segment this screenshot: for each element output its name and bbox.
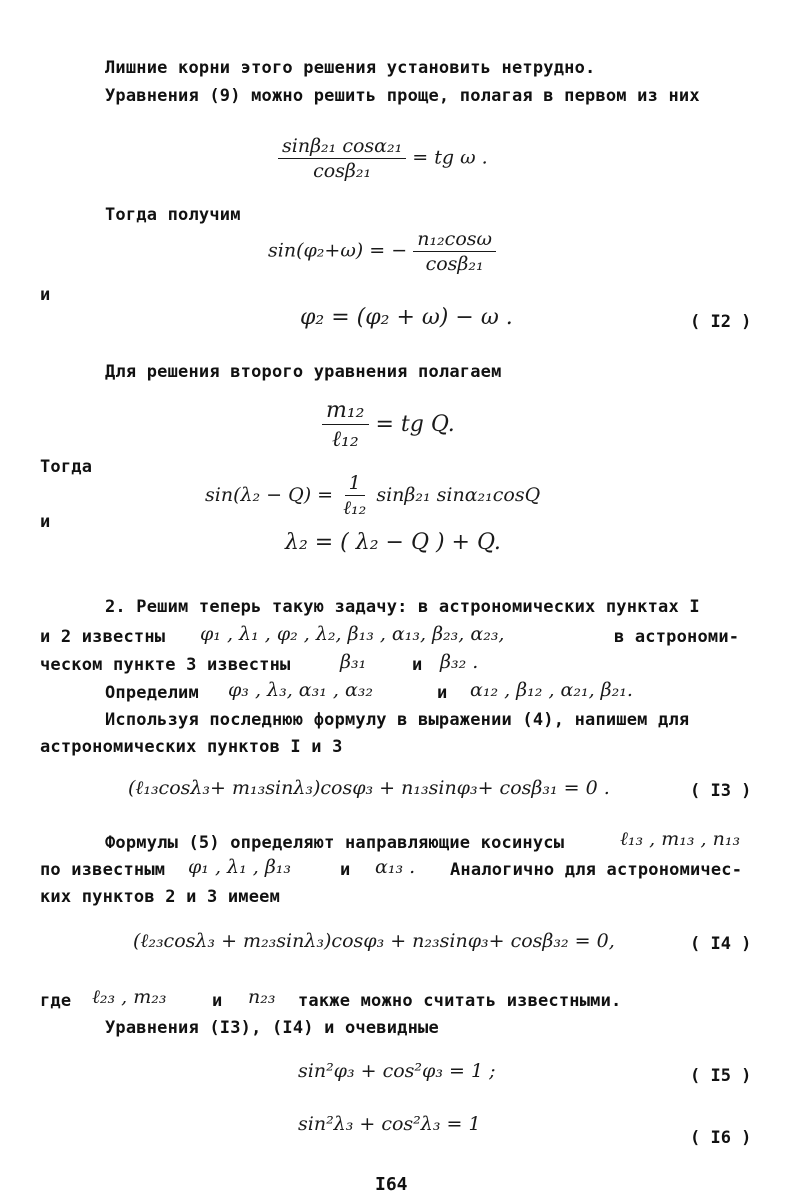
formula-lhs: sin(λ₂ − Q) = [205,484,334,506]
page-number: I64 [375,1174,408,1195]
text-line: Уравнения (I3), (I4) и очевидные [105,1018,439,1038]
text-line: 2. Решим теперь такую задачу: в астрономических пунктах I [105,597,700,617]
formula-tg-omega [278,135,488,182]
formula-alpha13: α₁₃ . [375,856,416,878]
formula-I4: (ℓ₂₃cosλ₃ + m₂₃sinλ₃)cosφ₃ + n₂₃sinφ₃+ cosβ₃₂ = 0, [133,930,615,952]
text-line: астрономических пунктов I и 3 [40,737,343,757]
text-line: и 2 известны [40,627,166,647]
fraction-numerator: 1 [345,472,365,496]
text-line: Аналогично для астрономичес- [450,860,743,880]
equation-number: ( I4 ) [690,934,752,954]
formula-known: φ₁ , λ₁ , β₁₃ [188,856,292,878]
formula-sin-phi-omega [268,228,496,275]
formula-l23-m23: ℓ₂₃ , m₂₃ [92,986,167,1008]
fraction-denominator: ℓ₁₂ [331,427,359,452]
formula-n23: n₂₃ [248,986,276,1008]
formula-I3: (ℓ₁₃cosλ₃+ m₁₃sinλ₃)cosφ₃ + n₁₃sinφ₃+ cosβ₃₁ = 0 . [128,777,610,799]
text-line: и [212,991,223,1011]
text-line: Тогда [40,457,93,477]
formula-phi2: φ₂ = (φ₂ + ω) − ω . [300,305,513,330]
text-line: Формулы (5) определяют направляющие косинусы [105,833,565,853]
text-line: и [437,683,448,703]
fraction-denominator: cosβ₂₁ [313,160,372,182]
formula-tg-Q [322,398,455,452]
text-line: по известным [40,860,166,880]
formula-direction-cosines: ℓ₁₃ , m₁₃ , n₁₃ [620,828,741,850]
text-line: и [412,655,423,675]
text-line: Лишние корни этого решения установить нетрудно. [105,58,596,78]
formula-lambda2: λ₂ = ( λ₂ − Q ) + Q. [285,530,501,555]
text-line: Используя последнюю формулу в выражении (4), напишем для [105,710,690,730]
formula-I6: sin²λ₃ + cos²λ₃ = 1 [298,1113,481,1135]
text-line: и [40,285,51,305]
equation-number: ( I6 ) [690,1128,752,1148]
text-line: где [40,991,72,1011]
formula-rhs: sinβ₂₁ sinα₂₁cosQ [376,484,541,506]
fraction-numerator: m₁₂ [322,398,369,425]
text-line: Тогда получим [105,205,241,225]
text-line: Определим [105,683,199,703]
equation-number: ( I2 ) [690,312,752,332]
text-line: Для решения второго уравнения полагаем [105,362,502,382]
text-line: также можно считать известными. [298,991,622,1011]
formula-unknowns-2: α₁₂ , β₁₂ , α₂₁, β₂₁. [470,679,633,701]
text-line: и [40,512,51,532]
formula-beta32: β₃₂ . [440,651,479,673]
text-line: ческом пункте 3 известны [40,655,291,675]
formula-lhs: sin(φ₂+ω) = − [268,239,408,262]
equation-number: ( I3 ) [690,781,752,801]
fraction-numerator: n₁₂cosω [413,228,496,252]
formula-beta31: β₃₁ [340,651,367,673]
text-line: в астрономи- [614,627,740,647]
text-line: Уравнения (9) можно решить проще, полагая в первом из них [105,86,700,106]
fraction-denominator: ℓ₁₂ [343,497,367,519]
fraction-denominator: cosβ₂₁ [425,253,484,275]
equation-number: ( I5 ) [690,1066,752,1086]
formula-known-values: φ₁ , λ₁ , φ₂ , λ₂, β₁₃ , α₁₃, β₂₃, α₂₃, [200,623,505,645]
formula-unknowns: φ₃ , λ₃, α₃₁ , α₃₂ [228,679,374,701]
text-line: и [340,860,351,880]
formula-rhs: = tg Q. [375,412,455,437]
text-line: ких пунктов 2 и 3 имеем [40,887,281,907]
formula-sin-lambda-Q [205,472,540,520]
fraction-numerator: sinβ₂₁ cosα₂₁ [278,135,406,159]
formula-rhs: = tg ω . [412,146,488,169]
formula-I5: sin²φ₃ + cos²φ₃ = 1 ; [298,1060,496,1082]
